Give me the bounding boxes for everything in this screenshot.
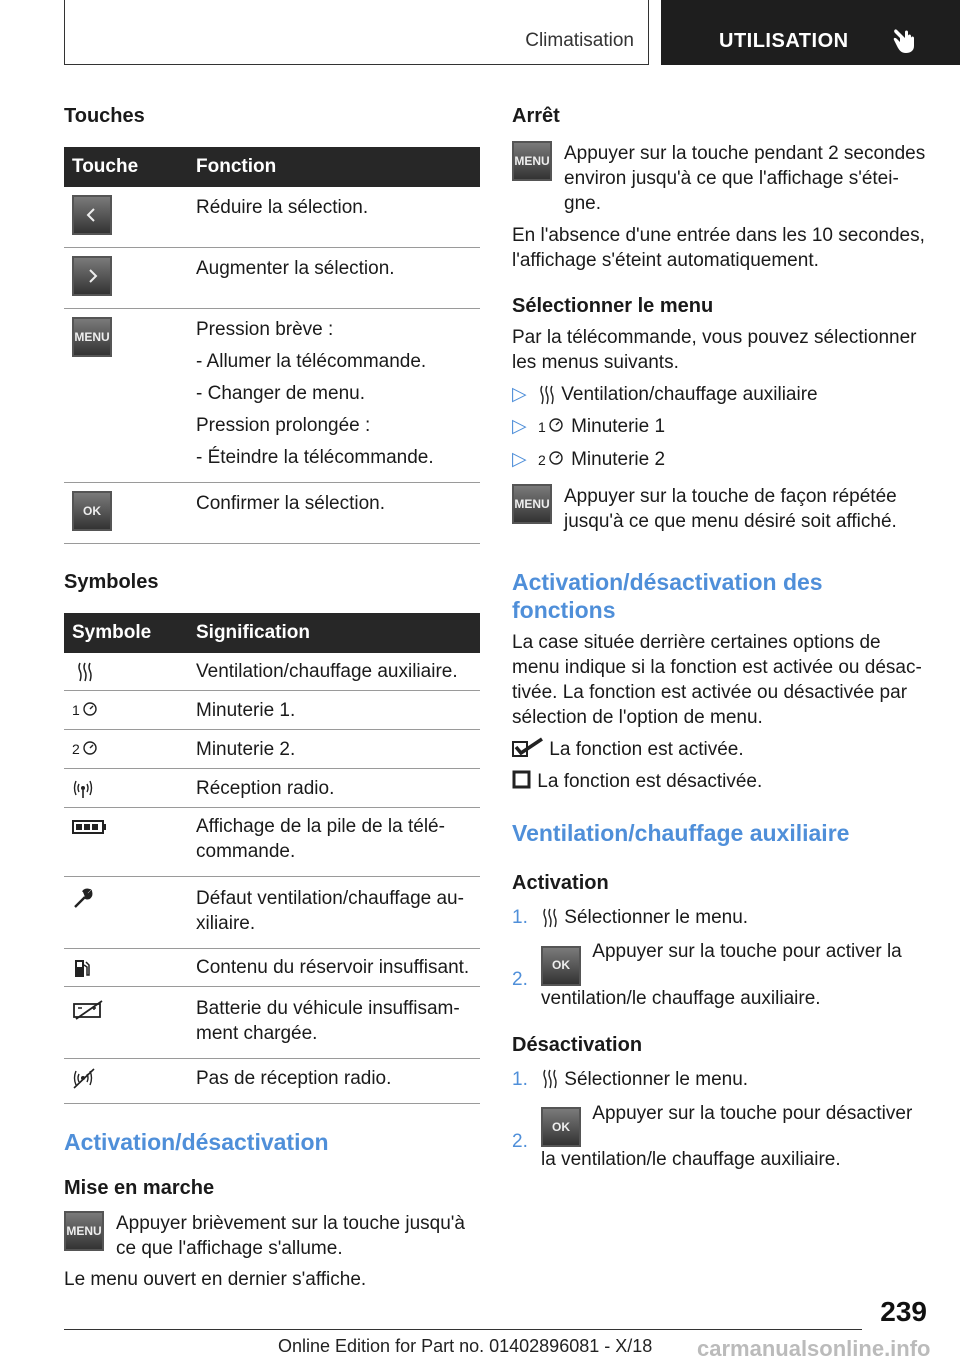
fonctions-text: La case située derrière certaines options de menu indique si la fonction est activée ou désac-tivée. La fonction est activée ou désactivée par sélection de l'option de menu. [512, 632, 922, 728]
fonctions-heading: Activation/désactivation des fonctions [512, 569, 823, 623]
triangle-bullet-icon: ▷ [512, 449, 527, 470]
select-menu-heading: Sélectionner le menu [512, 295, 714, 317]
ok-key-icon: OK [541, 946, 581, 986]
step-text: Sélectionner le menu. [564, 1068, 749, 1090]
section-title: Climatisation [525, 30, 634, 51]
menu-key-icon: MENU [72, 317, 112, 357]
fuel-icon [72, 957, 106, 979]
edition-text: Online Edition for Part no. 01402896081 - X/18 [278, 1336, 653, 1356]
touches-heading: Touches [64, 105, 145, 127]
list-item [512, 905, 932, 930]
battery-icon [72, 816, 106, 838]
symbol-meaning: Pas de réception radio. [188, 1059, 480, 1104]
timer-2-icon [546, 449, 566, 471]
list-item [512, 939, 932, 1011]
symbol-meaning: Défaut ventilation/chauffage au-xiliaire. [188, 877, 480, 949]
table-row [64, 691, 480, 730]
arret-text: Appuyer sur la touche pendant 2 secondes environ jusqu'à ce que l'affichage s'étei-gne. [564, 143, 926, 214]
ok-key-icon: OK [541, 1107, 581, 1147]
vent-heading: Ventilation/chauffage auxiliaire [512, 820, 850, 846]
triangle-bullet-icon: ▷ [512, 384, 527, 405]
symbol-meaning: Réception radio. [188, 769, 480, 808]
touches-row-text: Confirmer la sélection. [196, 493, 386, 514]
touches-row-text: - Éteindre la télécommande. [196, 447, 434, 468]
table-row [64, 248, 480, 309]
table-row [64, 987, 480, 1059]
ventilation-icon [538, 384, 556, 406]
ventilation-icon [541, 1068, 559, 1090]
table-row [64, 949, 480, 987]
touches-row-text: Augmenter la sélection. [196, 258, 395, 279]
triangle-bullet-icon: ▷ [512, 416, 527, 437]
table-row [64, 187, 480, 248]
timer-2-icon [80, 739, 100, 761]
symboles-header-meaning: Signification [188, 613, 480, 653]
touches-row-text: Pression brève : [196, 319, 334, 340]
wrench-icon [72, 888, 106, 910]
checked-text: La fonction est activée. [549, 739, 744, 760]
ventilation-icon [72, 661, 106, 683]
symbol-meaning: Affichage de la pile de la télé-commande. [188, 808, 480, 877]
touches-header-function: Fonction [188, 147, 480, 187]
unchecked-text: La fonction est désactivée. [537, 771, 763, 792]
step-text: Sélectionner le menu. [564, 907, 749, 928]
symboles-heading: Symboles [64, 571, 159, 593]
touches-row-text: Réduire la sélection. [196, 197, 369, 218]
mise-en-marche-heading: Mise en marche [64, 1177, 215, 1199]
step-text: Appuyer sur la touche pour désactiver la ventilation/le chauffage auxiliaire. [541, 1102, 913, 1170]
table-row [64, 483, 480, 544]
list-item [512, 1067, 932, 1092]
symboles-header-symbol: Symbole [64, 613, 188, 653]
timer-digit: 2 [72, 741, 80, 757]
symbol-meaning: Minuterie 2. [188, 730, 480, 769]
list-item [512, 447, 932, 473]
activation-heading: Activation/désactivation [64, 1129, 329, 1155]
table-row [64, 808, 480, 877]
mise-en-marche-text: Appuyer brièvement sur la touche jusqu'à ce que l'affichage s'allume. [116, 1213, 465, 1259]
list-item [512, 414, 932, 440]
desactivation-subheading: Désactivation [512, 1033, 643, 1056]
symbol-meaning: Contenu du réservoir insuffisant. [188, 949, 480, 987]
select-menu-text: Par la télécommande, vous pouvez sélectionner les menus suivants. [512, 327, 917, 373]
dernier-menu-text: Le menu ouvert en dernier s'affiche. [64, 1269, 367, 1290]
timer-digit: 2 [538, 452, 546, 468]
header-section-box [64, 0, 649, 65]
list-item [512, 382, 932, 407]
table-row [64, 730, 480, 769]
next-key-icon [72, 256, 112, 296]
table-row [64, 877, 480, 949]
menu-key-icon: MENU [512, 484, 552, 524]
left-column [64, 100, 480, 1292]
arret-heading: Arrêt [512, 105, 560, 127]
prev-key-icon [72, 195, 112, 235]
touches-table [64, 147, 480, 544]
menu-key-icon: MENU [512, 141, 552, 181]
table-row [64, 1059, 480, 1104]
timer-digit: 1 [538, 419, 546, 435]
timer-1-icon [80, 700, 100, 722]
no-radio-icon [72, 1068, 106, 1090]
car-battery-icon [72, 998, 106, 1020]
menu-item-label: Minuterie 2 [571, 449, 666, 470]
chapter-title: UTILISATION [719, 30, 849, 52]
symbol-meaning: Batterie du véhicule insuffisam-ment chargée. [188, 987, 480, 1059]
touches-row-text: Pression prolongée : [196, 415, 371, 436]
list-item [512, 1101, 932, 1173]
header-chapter-box [661, 0, 960, 65]
table-row [64, 309, 480, 483]
checkbox-checked-icon [512, 737, 544, 757]
touches-row-text: - Allumer la télécommande. [196, 351, 427, 372]
checkbox-unchecked-icon [512, 769, 532, 789]
unchecked-line [512, 769, 932, 794]
page-number: 239 [880, 1296, 927, 1327]
symboles-table [64, 613, 480, 1104]
symbol-meaning: Ventilation/chauffage auxiliaire. [188, 653, 480, 691]
table-row [64, 769, 480, 808]
checked-line [512, 737, 932, 762]
step-number: 1. [512, 907, 528, 928]
timer-digit: 1 [72, 702, 80, 718]
ventilation-icon [541, 907, 559, 929]
right-column [512, 100, 932, 1172]
footer-divider [64, 1329, 862, 1330]
hand-pointer-icon [893, 26, 919, 54]
ok-key-icon: OK [72, 491, 112, 531]
radio-reception-icon [72, 778, 106, 800]
step-number: 2. [512, 969, 528, 990]
timer-1-icon [546, 416, 566, 438]
absence-text: En l'absence d'une entrée dans les 10 secondes, l'affichage s'éteint automatiquement. [512, 225, 925, 271]
activation-subheading: Activation [512, 872, 609, 894]
step-text: Appuyer sur la touche pour activer la ventilation/le chauffage auxiliaire. [541, 941, 902, 1009]
step-number: 1. [512, 1068, 528, 1090]
symbol-meaning: Minuterie 1. [188, 691, 480, 730]
menu-repeat-text: Appuyer sur la touche de façon répétée jusqu'à ce que menu désiré soit affiché. [564, 486, 897, 532]
table-row [64, 653, 480, 691]
step-number: 2. [512, 1130, 528, 1152]
touches-header-key: Touche [64, 147, 188, 187]
touches-row-text: - Changer de menu. [196, 383, 365, 404]
watermark-text: carmanualsonline.info [697, 1336, 931, 1361]
menu-item-label: Minuterie 1 [571, 416, 666, 437]
menu-key-icon: MENU [64, 1211, 104, 1251]
menu-item-label: Ventilation/chauffage auxiliaire [561, 384, 818, 405]
